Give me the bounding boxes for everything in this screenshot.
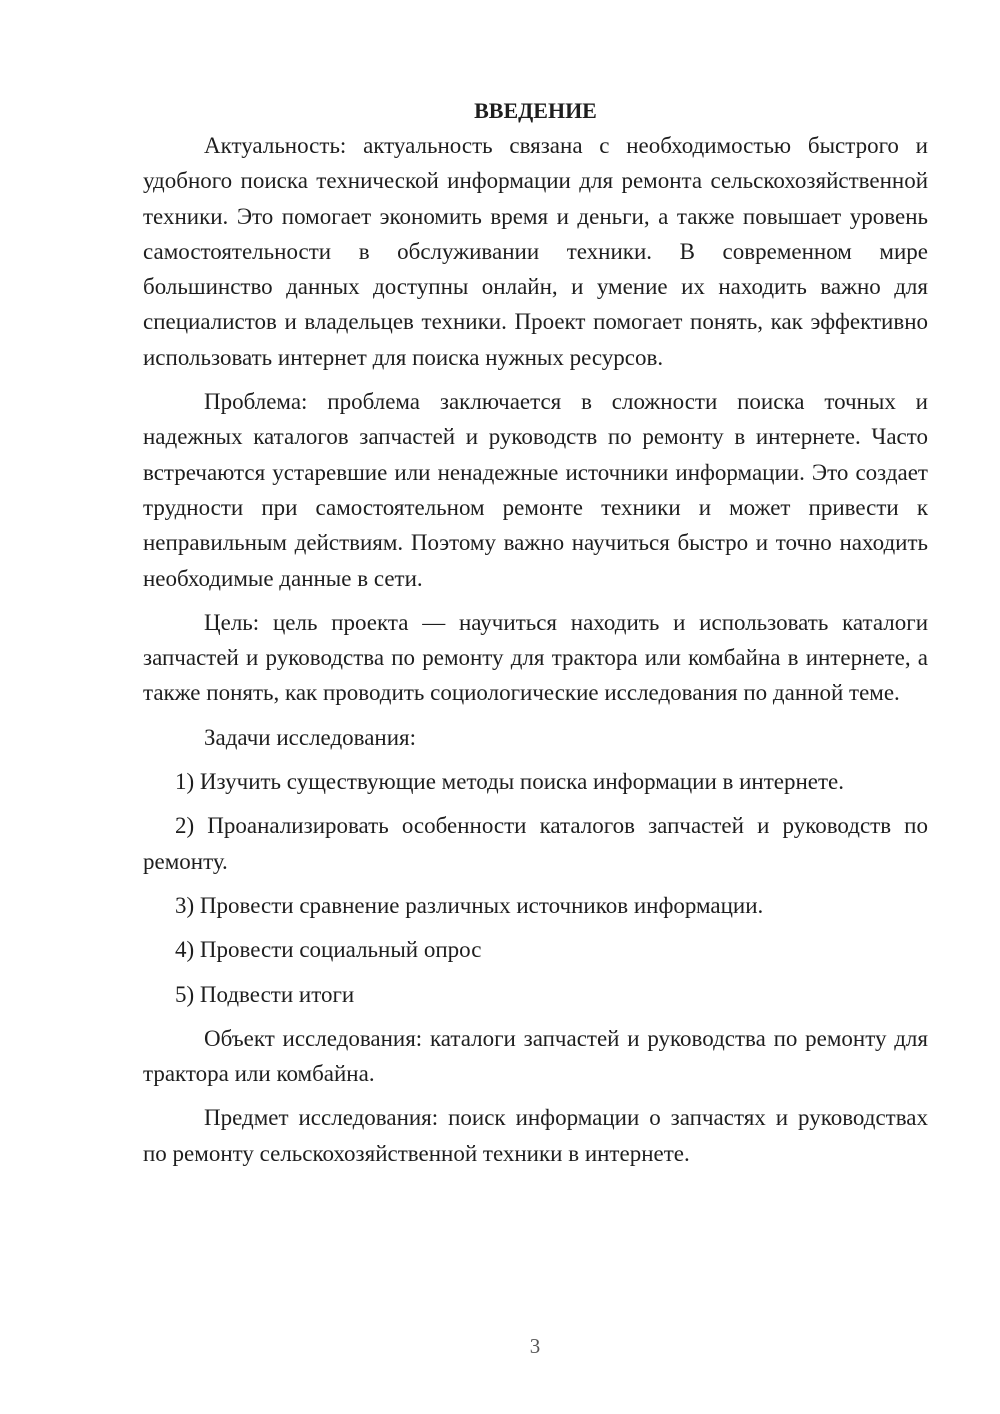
paragraph-problem: Проблема: проблема заключается в сложности поиска точных и надежных каталогов запчастей и руководств по ремонту в интернете. Часто встречаются устаревшие или ненадежные источники информации. Это создает трудности при самостоятельном ремонте техники и может привести к неправильным действиям. Поэтому важно научиться быстро и точно находить необходимые данные в сети. (143, 389, 928, 591)
list-item: 3) Провести сравнение различных источников информации. (175, 892, 764, 918)
paragraph-subject: Предмет исследования: поиск информации о запчастях и руководствах по ремонту сельскохозяйственной техники в интернете. (143, 1105, 928, 1166)
paragraph-object: Объект исследования: каталоги запчастей и руководства по ремонту для трактора или комбайна. (143, 1025, 928, 1087)
list-item: 2) Проанализировать особенности каталогов запчастей и руководств по ремонту. (143, 813, 928, 874)
list-item: 4) Провести социальный опрос (175, 937, 482, 963)
page-number: 3 (529, 1334, 541, 1358)
tasks-heading: Задачи исследования: (204, 724, 417, 750)
paragraph-relevance: Актуальность: актуальность связана с необходимостью быстрого и удобного поиска технической информации для ремонта сельскохозяйственной техники. Это помогает экономить время и деньги, а также повышает уровень самостоятельности в обслуживании техники. В современном мире большинство данных доступны онлайн, и умение их находить важно для специалистов и владельцев техники. Проект помогает понять, как эффективно использовать интернет для поиска нужных ресурсов. (143, 133, 928, 370)
paragraph-goal: Цель: цель проекта — научиться находить и использовать каталоги запчастей и руководства по ремонту для трактора или комбайна в интернете, а также понять, как проводить социологические исследования по данной теме. (143, 609, 928, 706)
list-item: 5) Подвести итоги (175, 981, 355, 1007)
tasks-list (143, 764, 928, 1012)
page-content (143, 93, 928, 1171)
page-title: ВВЕДЕНИЕ (474, 98, 597, 123)
list-item: 1) Изучить существующие методы поиска информации в интернете. (175, 769, 845, 795)
